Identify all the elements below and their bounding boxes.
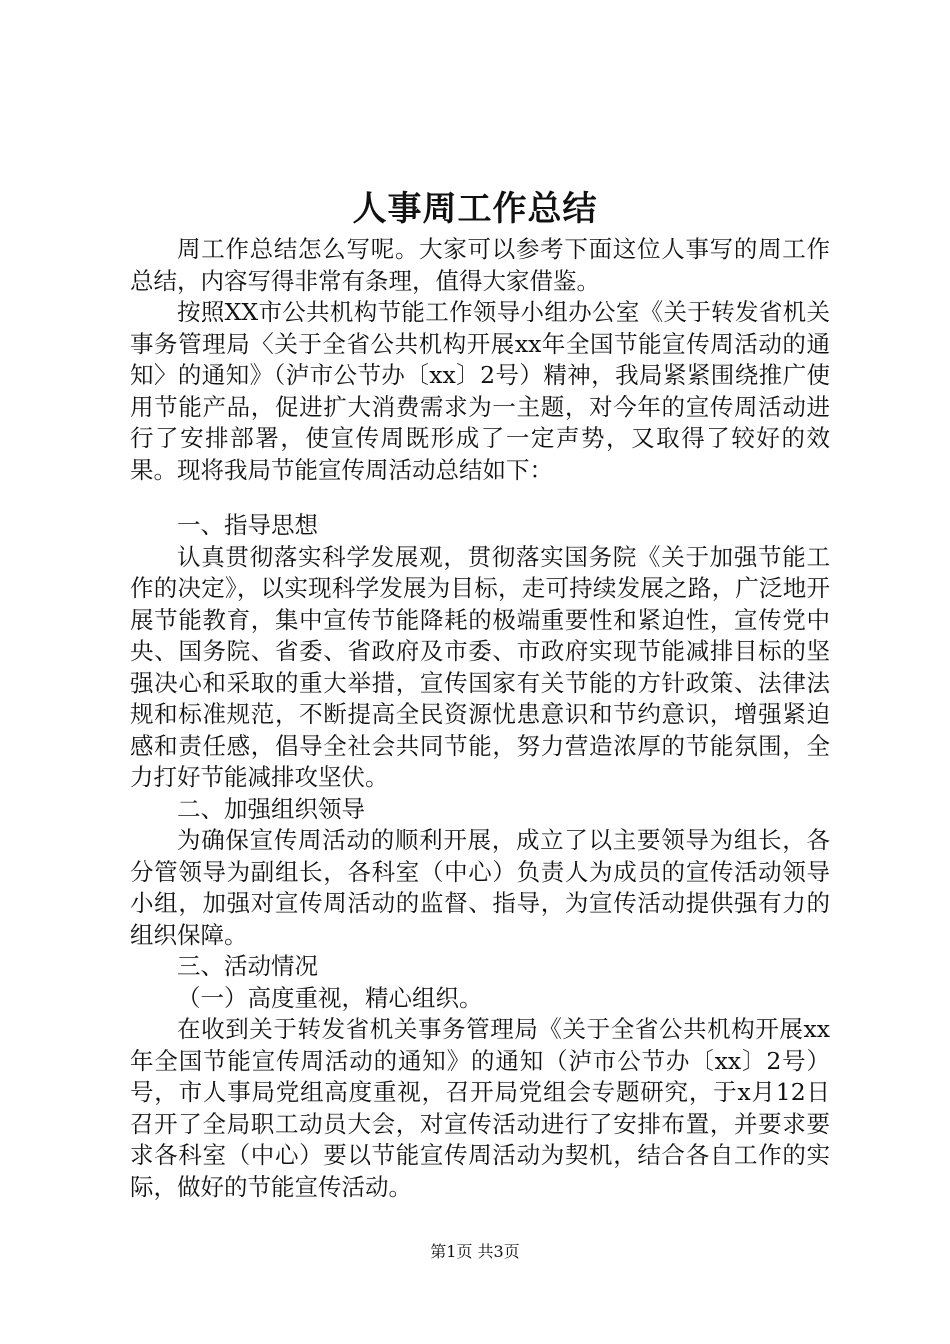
guiding-ideology-paragraph: 认真贯彻落实科学发展观，贯彻落实国务院《关于加强节能工作的决定》，以实现科学发展为目标，走可持续发展之路，广泛地开展节能教育，集中宣传节能降耗的极端重要性和紧迫性，宣传党中央、国务院、省委、省政府及市委、市政府实现节能减排目标的坚强决心和采取的重大举措，宣传国家有关节能的方针政策、法律法规和标准规范，不断提高全民资源忧患意识和节约意识，增强紧迫感和责任感，倡导全社会共同节能，努力营造浓厚的节能氛围，全力打好节能减排攻坚伏。 — [130, 542, 830, 791]
activities-paragraph: 在收到关于转发省机关事务管理局《关于全省公共机构开展xx年全国节能宣传周活动的通知》的通知（泸市公节办〔xx〕2号）号，市人事局党组高度重视，召开局党组会专题研究，于x月12日召开了全局职工动员大会，对宣传活动进行了安排布置，并要求要求各科室（中心）要以节能宣传周活动为契机，结合各自工作的实际，做好的节能宣传活动。 — [130, 1015, 830, 1201]
section-heading-guiding-ideology: 一、指导思想 — [177, 511, 318, 539]
intro-paragraph: 周工作总结怎么写呢。大家可以参考下面这位人事写的周工作总结，内容写得非常有条理，值得大家借鉴。 — [130, 235, 830, 295]
document-title: 人事周工作总结 — [352, 189, 598, 229]
document-body — [130, 234, 830, 1203]
background-paragraph: 按照XX市公共机构节能工作领导小组办公室《关于转发省机关事务管理局〈关于全省公共机构开展xx年全国节能宣传周活动的通知〉的通知》（泸市公节办〔xx〕2号）精神，我局紧紧围绕推广使用节能产品，促进扩大消费需求为一主题，对今年的宣传周活动进行了安排部署，使宣传周既形成了一定声势，又取得了较好的效果。现将我局节能宣传周活动总结如下： — [130, 298, 830, 484]
page-number-footer: 第1页 共3页 — [430, 1242, 520, 1261]
subsection-heading-attention: （一）高度重视，精心组织。 — [177, 983, 483, 1012]
section-heading-activities: 三、活动情况 — [177, 952, 318, 980]
section-heading-organization: 二、加强组织领导 — [177, 794, 365, 823]
organization-paragraph: 为确保宣传周活动的顺利开展，成立了以主要领导为组长，各分管领导为副组长，各科室（中心）负责人为成员的宣传活动领导小组，加强对宣传周活动的监督、指导，为宣传活动提供强有力的组织保障。 — [130, 826, 830, 949]
